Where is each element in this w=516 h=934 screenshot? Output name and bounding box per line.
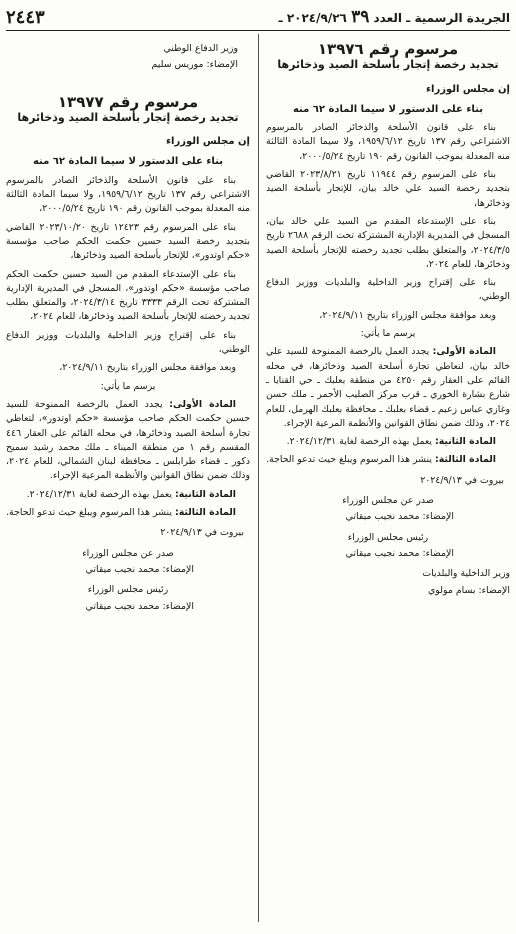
article-heading: المادة الأولى: [432,346,496,358]
approval-line: وبعد موافقة مجلس الوزراء بتاريخ ٢٠٢٤/٩/١١، [59,362,236,374]
right-column [266,34,510,600]
article-heading: المادة الثانية: [174,488,236,500]
article-heading: المادة الثانية: [434,436,496,448]
article-2 [6,488,250,502]
paragraph: بناء على إقتراح وزير الداخلية والبلديات ووزير الدفاع الوطني، [266,277,510,303]
gazette-name: الجريدة الرسمية ـ العدد [373,11,510,25]
place-date: بيروت في ٢٠٢٤/٩/١٣ [160,527,244,539]
left-column [6,34,250,616]
article-body: ينشر هذا المرسوم ويبلغ حيث تدعو الحاجة. [266,454,432,466]
column-divider [258,34,259,922]
article-1 [266,345,510,431]
decree-title: مرسوم رقم ١٣٩٧٦ [317,40,459,58]
signature: الإمضاء: موريس سليم [151,59,238,71]
article-3 [266,453,510,467]
decree-line: يرسم ما يأتي: [100,380,156,392]
article-heading: المادة الأولى: [169,398,236,410]
gazette-masthead [279,7,510,27]
prime-minister-title: رئيس مجلس الوزراء [347,531,429,543]
paragraph: بناء على قانون الأسلحة والذخائر الصادر بالمرسوم الاشتراعي رقم ١٣٧ تاريخ ١٩٥٩/٦/١٢، ولا سيما المادة الثالثة منه المعدلة بموجب القانون رقم ١٩٠ تاريخ ٢٠٠٠/٥/٢٤، [6,174,250,215]
issued-by: صدر عن مجلس الوزراء [342,495,434,507]
issue-date: ٢٠٢٤/٩/٢٦ ـ [278,11,347,25]
council-line: إن مجلس الوزراء [165,136,250,148]
article-body: يعمل بهذه الرخصة لغاية ٢٠٢٤/١٢/٣١. [26,488,172,500]
decree-title: مرسوم رقم ١٣٩٧٧ [57,92,199,111]
article-heading: المادة الثالثة: [434,454,496,466]
page-number: ٢٤٤٣ [6,6,45,28]
signature: الإمضاء: بسام مولوي [427,584,510,596]
decree-line: يرسم ما يأتي: [360,328,416,340]
prime-minister-title: رئيس مجلس الوزراء [87,584,169,596]
page-header [6,4,510,31]
place-date: بيروت في ٢٠٢٤/٩/١٣ [420,474,504,486]
signature: الإمضاء: محمد نجيب ميقاتي [85,600,194,612]
paragraph: بناء على المرسوم رقم ١٢٤٢٣ تاريخ ٢٠٢٣/١٠/٢٠ القاضي بتجديد رخصة السيد حسين حكمت الحكم صاحب مؤسسة «حكم اوتدور»، للإتجار بأسلحة الصيد وذخائرها، [6,221,250,262]
paragraph: بناء على قانون الأسلحة والذخائر الصادر بالمرسوم الاشتراعي رقم ١٣٧ تاريخ ١٩٥٩/٦/١٢، ولا سيما المادة الثالثة منه المعدلة بموجب القانون رقم ١٩٠ تاريخ ٢٠٠٠/٥/٢٤، [266,122,510,162]
article-1 [6,398,250,484]
defense-minister-title: وزير الدفاع الوطني [163,43,238,54]
council-line: إن مجلس الوزراء [425,83,510,95]
signature: الإمضاء: محمد نجيب ميقاتي [345,547,454,559]
signature: الإمضاء: محمد نجيب ميقاتي [345,511,454,523]
constitution-basis: بناء على الدستور لا سيما المادة ٦٢ منه [292,103,484,115]
paragraph: بناء على المرسوم رقم ١١٩٤٤ تاريخ ٢٠٢٣/٨/٢١ القاضي بتجديد رخصة السيد علي خالد بيان، للإتجار بأسلحة الصيد وذخائرها، [266,169,510,209]
article-body: ينشر هذا المرسوم ويبلغ حيث تدعو الحاجة. [6,507,172,519]
article-2 [266,435,510,449]
decree-subtitle: تجديد رخصة إتجار بأسلحة الصيد وذخائرها [17,110,239,124]
paragraph: بناء على الإستدعاء المقدم من السيد علي خالد بيان، المسجل في المديرية الإدارية المشتركة تحت الرقم ٢٦٨٨ تاريخ ٢٠٢٤/٣/٥، والمتعلق بطلب تجديد رخصته للإتجار بأسلحة الصيد وذخائرها، للعام ٢٠٢٤، [266,215,511,270]
paragraph: بناء على إقتراح وزير الداخلية والبلديات ووزير الدفاع الوطني، [6,329,250,356]
constitution-basis: بناء على الدستور لا سيما المادة ٦٢ منه [32,156,224,168]
issue-number: ٣٩ [351,7,370,27]
article-body: يجدد العمل بالرخصة الممنوحة للسيد علي خالد بيان، لتعاطي تجارة أسلحة الصيد وذخائرها، في محله القائم على العقار رقم ٤٢٥٠ من منطقة بعلبك ـ حي القنايا ـ شارع بشارة الخوري ـ قرب مركز الصليب الأحمر ـ ملك حسن وغازي عباس زعيم ـ قضاء بعلبك ـ محافظة بعلبك الهرمل، للعام ٢٠٢٤، وذلك ضمن نطاق القوانين والأنظمة المرعية الإجراء. [266,346,510,429]
article-body: يجدد العمل بالرخصة الممنوحة للسيد حسين حكمت الحكم صاحب مؤسسة «حكم اوتدور»، لتعاطي تجارة أسلحة الصيد وذخائرها، في محله القائم على العقار ٤٤٦ المقسم رقم ١ من منطقة الميناء ـ ملك محمد رشيد سميح ذكور ـ قضاء طرابلس ـ محافظة لبنان الشمالي، للعام ٢٠٢٤، وذلك ضمن نطاق القوانين والأنظمة المرعية الإجراء. [6,398,250,482]
paragraph: بناء على الإستدعاء المقدم من السيد حسين حكمت الحكم صاحب مؤسسة «حكم اوتدور»، المسجل في المديرية الإدارية المشتركة تحت الرقم ٣٣٣٣ تاريخ ٢٠٢٤/٣/١٤، والمتعلق بطلب تجديد رخصته للإتجار بأسلحة الصيد وذخائرها، للعام ٢٠٢٤، [6,268,250,323]
article-body: يعمل بهذه الرخصة لغاية ٢٠٢٤/١٢/٣١. [286,436,432,448]
issued-by: صدر عن مجلس الوزراء [82,547,174,559]
interior-minister-title: وزير الداخلية والبلديات [422,568,510,580]
article-heading: المادة الثالثة: [174,507,236,519]
signature: الإمضاء: محمد نجيب ميقاتي [85,563,194,575]
decree-subtitle: تجديد رخصة إتجار بأسلحة الصيد وذخائرها [277,58,499,72]
approval-line: وبعد موافقة مجلس الوزراء بتاريخ ٢٠٢٤/٩/١١، [319,309,496,321]
article-3 [6,506,250,520]
